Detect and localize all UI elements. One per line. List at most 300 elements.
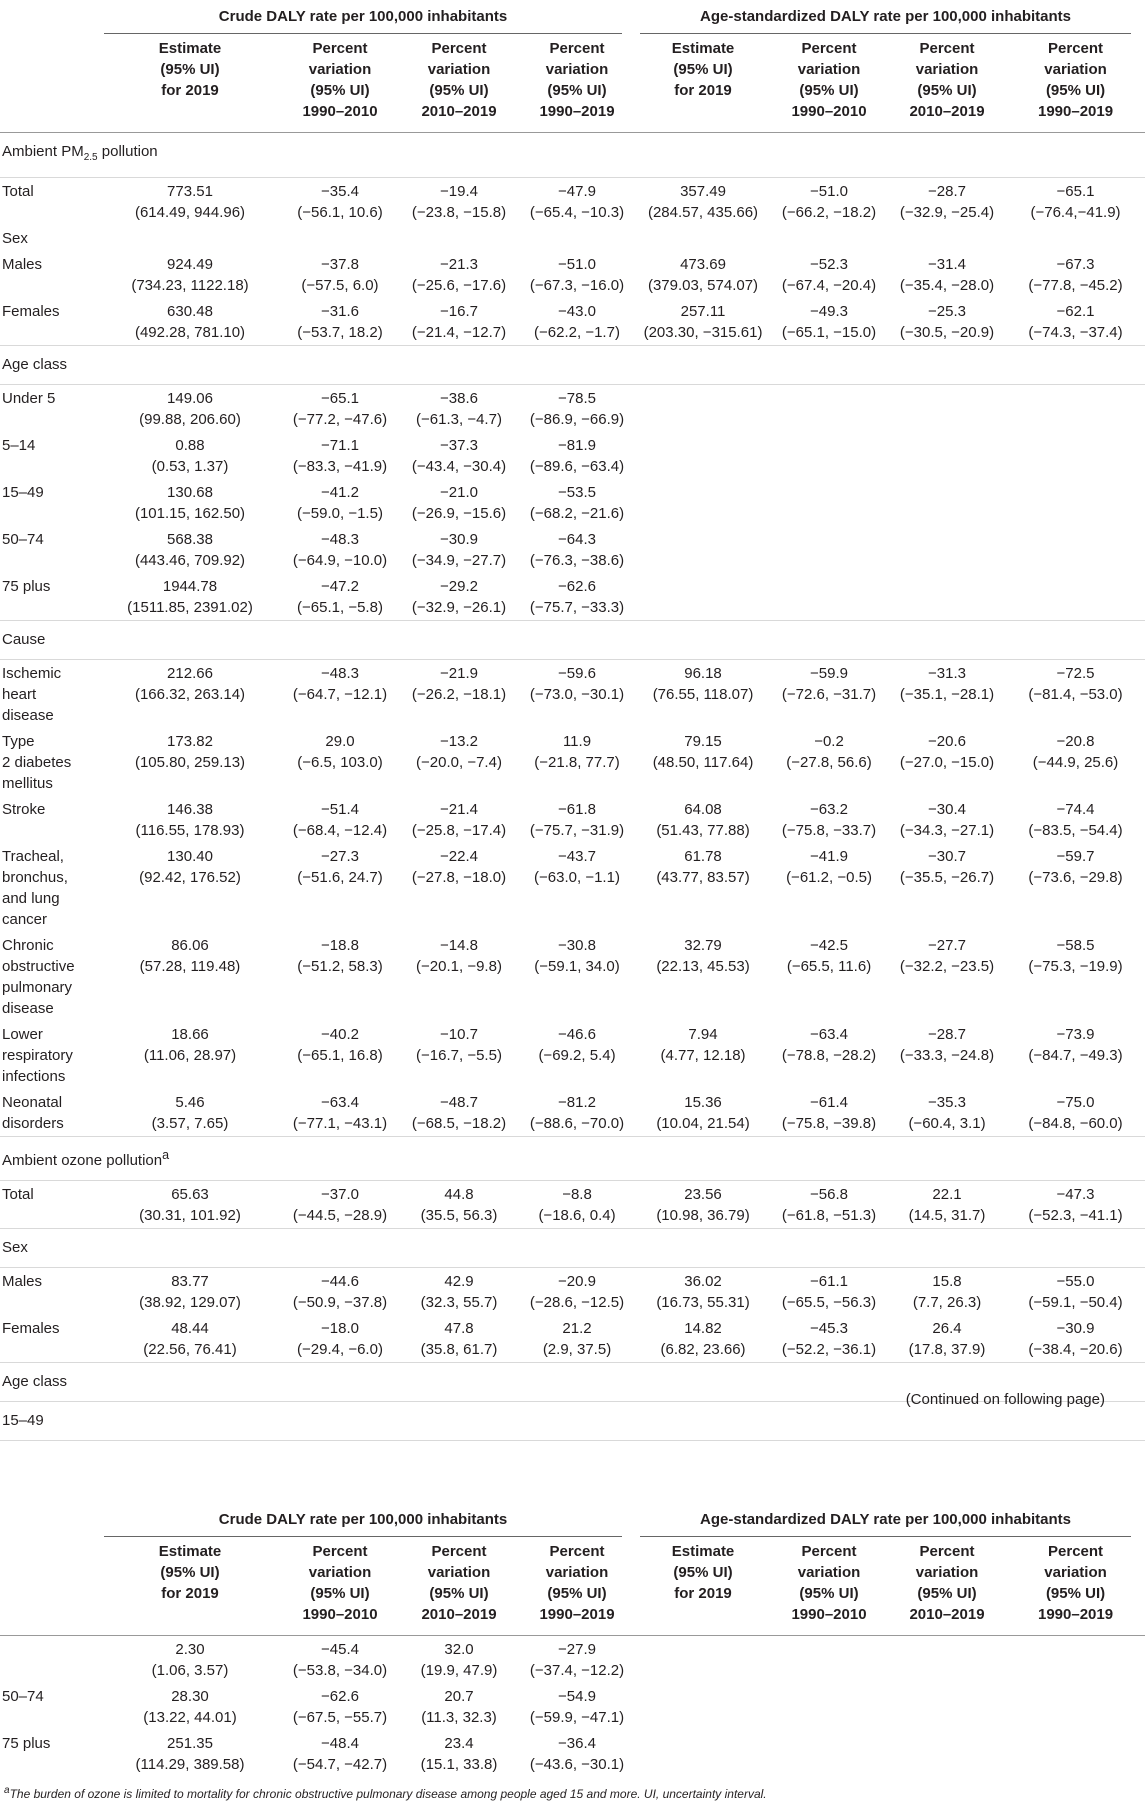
table-cell (280, 298, 400, 346)
cell-value-line: −67.3 (1056, 256, 1095, 273)
cell-value-line: −27.7 (928, 937, 966, 954)
cell-value-line: (−51.6, 24.7) (297, 869, 383, 886)
table-row (0, 1181, 1145, 1229)
cell-value-line: −72.5 (1056, 665, 1095, 682)
column-header-line: 1990–2010 (791, 1606, 867, 1623)
table-cell (100, 796, 280, 843)
column-header-line: Percent (312, 40, 368, 57)
cell-value-line: −51.0 (810, 183, 848, 200)
table-cell (888, 1089, 1006, 1137)
section-title-pm25: Ambient PM (2, 143, 84, 160)
column-header-line: (95% UI) (547, 82, 607, 99)
cell-value-line: (−20.0, −7.4) (416, 754, 502, 771)
cell-value-line: 28.30 (171, 1688, 209, 1705)
cell-value-line: (−61.8, −51.3) (781, 1207, 877, 1224)
table-cell (518, 932, 636, 1021)
cell-value-line: (76.55, 118.07) (652, 686, 754, 703)
cell-value-line: (−75.8, −39.8) (781, 1115, 877, 1132)
table-cell (100, 843, 280, 932)
column-header-line: variation (308, 1564, 372, 1581)
row-label-line: disorders (2, 1115, 64, 1132)
cell-value-line: (−57.5, 6.0) (301, 277, 379, 294)
section-row (0, 346, 1145, 385)
cell-value-line: −31.6 (321, 303, 359, 320)
cell-value-line: 83.77 (171, 1273, 209, 1290)
row-label (0, 1683, 100, 1730)
column-header-line: (95% UI) (547, 1585, 607, 1602)
cell-value-line: −30.7 (928, 848, 966, 865)
column-header-line: Estimate (158, 1543, 222, 1560)
table-cell (518, 1315, 636, 1363)
cell-value-line: −43.0 (558, 303, 596, 320)
cell-value-line: −16.7 (440, 303, 478, 320)
column-header-line: Percent (431, 40, 487, 57)
column-header-line: 1990–2010 (302, 1606, 378, 1623)
cell-value-line: (−67.4, −20.4) (781, 277, 877, 294)
table-cell (636, 178, 770, 226)
cell-value-line: 149.06 (167, 390, 213, 407)
table-cell (400, 479, 518, 526)
cell-value-line: (−61.3, −4.7) (416, 411, 502, 428)
table-cell (770, 178, 888, 226)
column-header-line: variation (545, 1564, 609, 1581)
column-header-line: 2010–2019 (909, 1606, 985, 1623)
cell-value-line: −73.9 (1056, 1026, 1095, 1043)
cell-value-line: (−61.2, −0.5) (786, 869, 872, 886)
column-header-line: variation (545, 61, 609, 78)
table-cell (1006, 1730, 1145, 1777)
cell-value-line: −21.4 (440, 801, 478, 818)
table-cell (636, 1268, 770, 1316)
cell-value-line: −21.9 (440, 665, 478, 682)
cell-value-line: −45.4 (321, 1641, 359, 1658)
column-header-line: Percent (549, 1543, 605, 1560)
row-label (0, 432, 100, 479)
footnote-text: The burden of ozone is limited to mortality for chronic obstructive pulmonary disease among people aged 15 and more. UI, uncertainty interval. (9, 1787, 767, 1801)
continued-note: (Continued on following page) (905, 1391, 1105, 1408)
cell-value-line: (166.32, 263.14) (134, 686, 246, 703)
column-header (770, 34, 888, 132)
cell-value-line: (−83.5, −54.4) (1028, 822, 1123, 839)
row-label-line: and lung (2, 890, 60, 907)
table-cell (100, 728, 280, 796)
cell-value-line: (−89.6, −63.4) (529, 458, 625, 475)
row-label (0, 1730, 100, 1777)
column-header (770, 1537, 888, 1635)
table-cell (400, 1021, 518, 1089)
table-cell (518, 385, 636, 433)
table-cell (518, 479, 636, 526)
cell-value-line: −21.3 (440, 256, 478, 273)
table-row (0, 1315, 1145, 1363)
section-label (0, 621, 1145, 660)
cell-value-line: (492.28, 781.10) (134, 324, 246, 341)
table-cell (770, 573, 888, 621)
table-cell (280, 432, 400, 479)
row-label (0, 251, 100, 298)
cell-value-line: 32.79 (684, 937, 722, 954)
pm25-subscript: 2.5 (83, 152, 98, 163)
row-label (0, 385, 100, 433)
cell-value-line: (−59.1, 34.0) (534, 958, 620, 975)
cell-value-line: (−72.6, −31.7) (781, 686, 877, 703)
cell-value-line: (−52.3, −41.1) (1028, 1207, 1123, 1224)
table-cell (518, 178, 636, 226)
table-cell (280, 479, 400, 526)
cell-value-line: (−35.1, −28.1) (899, 686, 995, 703)
table-row (0, 1268, 1145, 1316)
table-cell (1006, 178, 1145, 226)
table-cell (518, 298, 636, 346)
cell-value-line: (−66.2, −18.2) (781, 204, 877, 221)
column-header-line: (95% UI) (673, 1564, 733, 1581)
cell-value-line: (57.28, 119.48) (139, 958, 241, 975)
cell-value-line: (−63.0, −1.1) (534, 869, 620, 886)
cell-value-line: −20.8 (1056, 733, 1095, 750)
table-cell (888, 178, 1006, 226)
cell-value-line: −51.4 (321, 801, 359, 818)
column-header (888, 34, 1006, 132)
row-label-line: mellitus (2, 775, 53, 792)
row-label-line: infections (2, 1068, 66, 1085)
table-cell (518, 526, 636, 573)
cell-value-line: −74.4 (1056, 801, 1095, 818)
table-cell (636, 526, 770, 573)
cell-value-line: (13.22, 44.01) (143, 1709, 237, 1726)
row-label (0, 479, 100, 526)
cell-value-line: −48.7 (440, 1094, 478, 1111)
cell-value-line: −25.3 (928, 303, 966, 320)
row-label-line: 5–14 (2, 437, 36, 454)
column-header-line: Percent (1048, 1543, 1104, 1560)
column-header (888, 1537, 1006, 1635)
section-row (0, 133, 1145, 178)
cell-value-line: (16.73, 55.31) (656, 1294, 750, 1311)
cell-value-line: 773.51 (167, 183, 213, 200)
table-cell (1006, 932, 1145, 1021)
table-cell (280, 385, 400, 433)
cell-value-line: −28.7 (928, 183, 966, 200)
cell-value-line: (−53.7, 18.2) (297, 324, 383, 341)
table-cell (636, 251, 770, 298)
table-cell (636, 573, 770, 621)
cell-value-line: (−32.2, −23.5) (899, 958, 995, 975)
cell-value-line: (38.92, 129.07) (139, 1294, 241, 1311)
row-label-line: Stroke (2, 801, 46, 818)
table-cell (280, 1181, 400, 1229)
cell-value-line: −62.1 (1056, 303, 1095, 320)
column-header-line: Percent (919, 40, 975, 57)
cell-value-line: −36.4 (558, 1735, 596, 1752)
row-label-line: pulmonary (2, 979, 73, 996)
cell-value-line: −31.4 (928, 256, 966, 273)
cell-value-line: 42.9 (444, 1273, 474, 1290)
footnote-mark: a (4, 1785, 10, 1796)
table-cell (888, 526, 1006, 573)
cell-value-line: (−37.4, −12.2) (529, 1662, 625, 1679)
table-cell (400, 385, 518, 433)
column-header-line: variation (915, 1564, 979, 1581)
cell-value-line: −46.6 (558, 1026, 596, 1043)
cell-value-line: −10.7 (440, 1026, 478, 1043)
row-label-line: Neonatal (2, 1094, 63, 1111)
table-cell (888, 932, 1006, 1021)
table-cell (518, 1268, 636, 1316)
row-label (0, 1636, 100, 1684)
cell-value-line: −27.9 (558, 1641, 596, 1658)
row-label-line: Chronic (2, 937, 54, 954)
cell-value-line: (22.13, 45.53) (656, 958, 750, 975)
table-cell (280, 1021, 400, 1089)
cell-value-line: 64.08 (684, 801, 722, 818)
row-label-line: heart (2, 686, 37, 703)
cell-value-line: −54.9 (558, 1688, 596, 1705)
cell-value-line: (1511.85, 2391.02) (127, 599, 253, 616)
table-cell (280, 178, 400, 226)
table-cell (1006, 1021, 1145, 1089)
table-cell (400, 1683, 518, 1730)
cell-value-line: (−33.3, −24.8) (899, 1047, 995, 1064)
section-row (0, 1229, 1145, 1268)
cell-value-line: (1.06, 3.57) (151, 1662, 229, 1679)
cell-value-line: −48.3 (321, 665, 359, 682)
row-label-line: Lower (2, 1026, 43, 1043)
row-label (0, 843, 100, 932)
column-header (100, 34, 280, 132)
column-header-line: Percent (431, 1543, 487, 1560)
column-header (1006, 34, 1145, 132)
cell-value-line: 15.36 (684, 1094, 722, 1111)
section-title-pm25-suffix: pollution (97, 143, 158, 160)
cell-value-line: (7.7, 26.3) (912, 1294, 982, 1311)
cell-value-line: (−43.4, −30.4) (411, 458, 507, 475)
section-age-class: Age class (2, 356, 68, 373)
column-header (636, 34, 770, 132)
column-header (100, 1537, 280, 1635)
table-cell (100, 1089, 280, 1137)
column-header-line: (95% UI) (917, 1585, 977, 1602)
cell-value-line: −65.1 (1056, 183, 1095, 200)
cell-value-line: −8.8 (562, 1186, 592, 1203)
table-row (0, 178, 1145, 226)
column-header-line: Percent (549, 40, 605, 57)
cell-value-line: 173.82 (167, 733, 213, 750)
row-label (0, 298, 100, 346)
column-header-line: Estimate (671, 40, 735, 57)
footnote (4, 1783, 767, 1802)
table-cell (1006, 1683, 1145, 1730)
cell-value-line: −65.1 (321, 390, 359, 407)
row-label-line: disease (2, 707, 54, 724)
cell-value-line: 18.66 (171, 1026, 209, 1043)
cell-value-line: (−35.5, −26.7) (899, 869, 995, 886)
cell-value-line: (614.49, 944.96) (134, 204, 246, 221)
table-cell (280, 1268, 400, 1316)
cell-value-line: −58.5 (1056, 937, 1095, 954)
table-cell (280, 1089, 400, 1137)
cell-value-line: (−30.5, −20.9) (899, 324, 995, 341)
cell-value-line: (−23.8, −15.8) (411, 204, 507, 221)
table-cell (888, 479, 1006, 526)
cell-value-line: (−68.5, −18.2) (411, 1115, 507, 1132)
table-row (0, 479, 1145, 526)
cell-value-line: −62.6 (558, 578, 596, 595)
cell-value-line: (−76.4,−41.9) (1030, 204, 1121, 221)
table-cell (518, 1089, 636, 1137)
cell-value-line: (−44.9, 25.6) (1032, 754, 1119, 771)
table-cell (400, 251, 518, 298)
column-header-line: 1990–2019 (539, 1606, 615, 1623)
table-cell (770, 1636, 888, 1684)
cell-value-line: (105.80, 259.13) (134, 754, 246, 771)
table-cell (518, 1683, 636, 1730)
cell-value-line: (101.15, 162.50) (134, 505, 246, 522)
table-cell (400, 1268, 518, 1316)
row-label (0, 1268, 100, 1316)
cell-value-line: 26.4 (932, 1320, 962, 1337)
cell-value-line: (−34.3, −27.1) (899, 822, 995, 839)
table-cell (770, 1268, 888, 1316)
cell-value-line: (−26.2, −18.1) (411, 686, 507, 703)
table-cell (1006, 660, 1145, 729)
cell-value-line: −21.0 (440, 484, 478, 501)
cell-value-line: (11.3, 32.3) (421, 1709, 497, 1726)
cell-value-line: −61.8 (558, 801, 596, 818)
cell-value-line: (−25.8, −17.4) (411, 822, 507, 839)
table-cell (100, 298, 280, 346)
cell-value-line: (−64.7, −12.1) (292, 686, 388, 703)
cell-value-line: 20.7 (444, 1688, 474, 1705)
table-cell (636, 843, 770, 932)
table-row (0, 1636, 1145, 1684)
table-cell (518, 573, 636, 621)
table-cell (636, 1730, 770, 1777)
table-cell (636, 932, 770, 1021)
column-header-line: (95% UI) (1045, 1585, 1106, 1602)
row-label-line: Tracheal, (2, 848, 64, 865)
table-cell (100, 1268, 280, 1316)
cell-value-line: (−43.6, −30.1) (529, 1756, 625, 1773)
table-cell (280, 660, 400, 729)
table-cell (636, 1315, 770, 1363)
cell-value-line: −48.4 (321, 1735, 359, 1752)
cell-value-line: −30.9 (1056, 1320, 1095, 1337)
cell-value-line: 7.94 (688, 1026, 718, 1043)
row-label (0, 1315, 100, 1363)
cell-value-line: (51.43, 77.88) (656, 822, 750, 839)
table-cell (100, 178, 280, 226)
column-header-line: 1990–2010 (302, 103, 378, 120)
cell-value-line: (−59.0, −1.5) (297, 505, 383, 522)
table-cell (1006, 1268, 1145, 1316)
table-cell (100, 1181, 280, 1229)
table-cell (770, 251, 888, 298)
cell-value-line: −81.2 (558, 1094, 596, 1111)
table-cell (518, 796, 636, 843)
column-header-line: Percent (919, 1543, 975, 1560)
table-cell (400, 178, 518, 226)
table-cell (636, 432, 770, 479)
cell-value-line: −59.7 (1056, 848, 1095, 865)
cell-value-line: −18.8 (321, 937, 359, 954)
column-header-line: for 2019 (674, 1585, 732, 1602)
cell-value-line: (−54.7, −42.7) (292, 1756, 388, 1773)
cell-value-line: −56.8 (810, 1186, 848, 1203)
cell-value-line: (17.8, 37.9) (908, 1341, 986, 1358)
cell-value-line: (−77.1, −43.1) (292, 1115, 388, 1132)
table-cell (636, 660, 770, 729)
section-title-ozone: Ambient ozone pollution (2, 1152, 163, 1169)
row-label-line: 50–74 (2, 531, 44, 548)
table-cell (100, 479, 280, 526)
table-cell (100, 1315, 280, 1363)
table-cell (1006, 1181, 1145, 1229)
cell-value-line: (−44.5, −28.9) (292, 1207, 388, 1224)
table-cell (888, 1021, 1006, 1089)
table-cell (888, 298, 1006, 346)
cell-value-line: (−59.9, −47.1) (529, 1709, 625, 1726)
cell-value-line: (30.31, 101.92) (139, 1207, 241, 1224)
table-cell (1006, 526, 1145, 573)
cell-value-line: −0.2 (814, 733, 844, 750)
table-cell (770, 728, 888, 796)
column-header-line: for 2019 (161, 82, 219, 99)
cell-value-line: −78.5 (558, 390, 596, 407)
table-cell (518, 660, 636, 729)
table-cell (770, 1021, 888, 1089)
cell-value-line: (6.82, 23.66) (660, 1341, 746, 1358)
column-header-line: Percent (1048, 40, 1104, 57)
table-cell (100, 1730, 280, 1777)
column-header (518, 34, 636, 132)
table-cell (770, 526, 888, 573)
cell-value-line: (203.30, −315.61) (643, 324, 763, 341)
table-cell (518, 432, 636, 479)
column-header (280, 1537, 400, 1635)
row-label-line: Under 5 (2, 390, 56, 407)
table-cell (400, 298, 518, 346)
cell-value-line: 86.06 (171, 937, 209, 954)
cell-value-line: 47.8 (444, 1320, 474, 1337)
table-cell (888, 1683, 1006, 1730)
cell-value-line: (−21.4, −12.7) (411, 324, 507, 341)
table-cell (1006, 251, 1145, 298)
row-label (0, 1089, 100, 1137)
cell-value-line: (−75.7, −31.9) (529, 822, 625, 839)
table-row (0, 796, 1145, 843)
column-header-line: Percent (801, 1543, 857, 1560)
table-cell (280, 1683, 400, 1730)
column-header-line: variation (797, 1564, 861, 1581)
cell-value-line: (−59.1, −50.4) (1028, 1294, 1123, 1311)
table-cell (400, 1730, 518, 1777)
table-cell (1006, 796, 1145, 843)
cell-value-line: 251.35 (167, 1735, 213, 1752)
cell-value-line: −47.3 (1056, 1186, 1095, 1203)
table-cell (888, 1181, 1006, 1229)
table-cell (1006, 728, 1145, 796)
table-row (0, 932, 1145, 1021)
table-cell (100, 660, 280, 729)
table-cell (518, 1021, 636, 1089)
column-header-line: (95% UI) (310, 1585, 370, 1602)
table-row (0, 432, 1145, 479)
column-header-line: 1990–2019 (1037, 103, 1114, 120)
table-cell (518, 251, 636, 298)
table-row (0, 1089, 1145, 1137)
row-label (0, 796, 100, 843)
cell-value-line: −41.2 (321, 484, 359, 501)
